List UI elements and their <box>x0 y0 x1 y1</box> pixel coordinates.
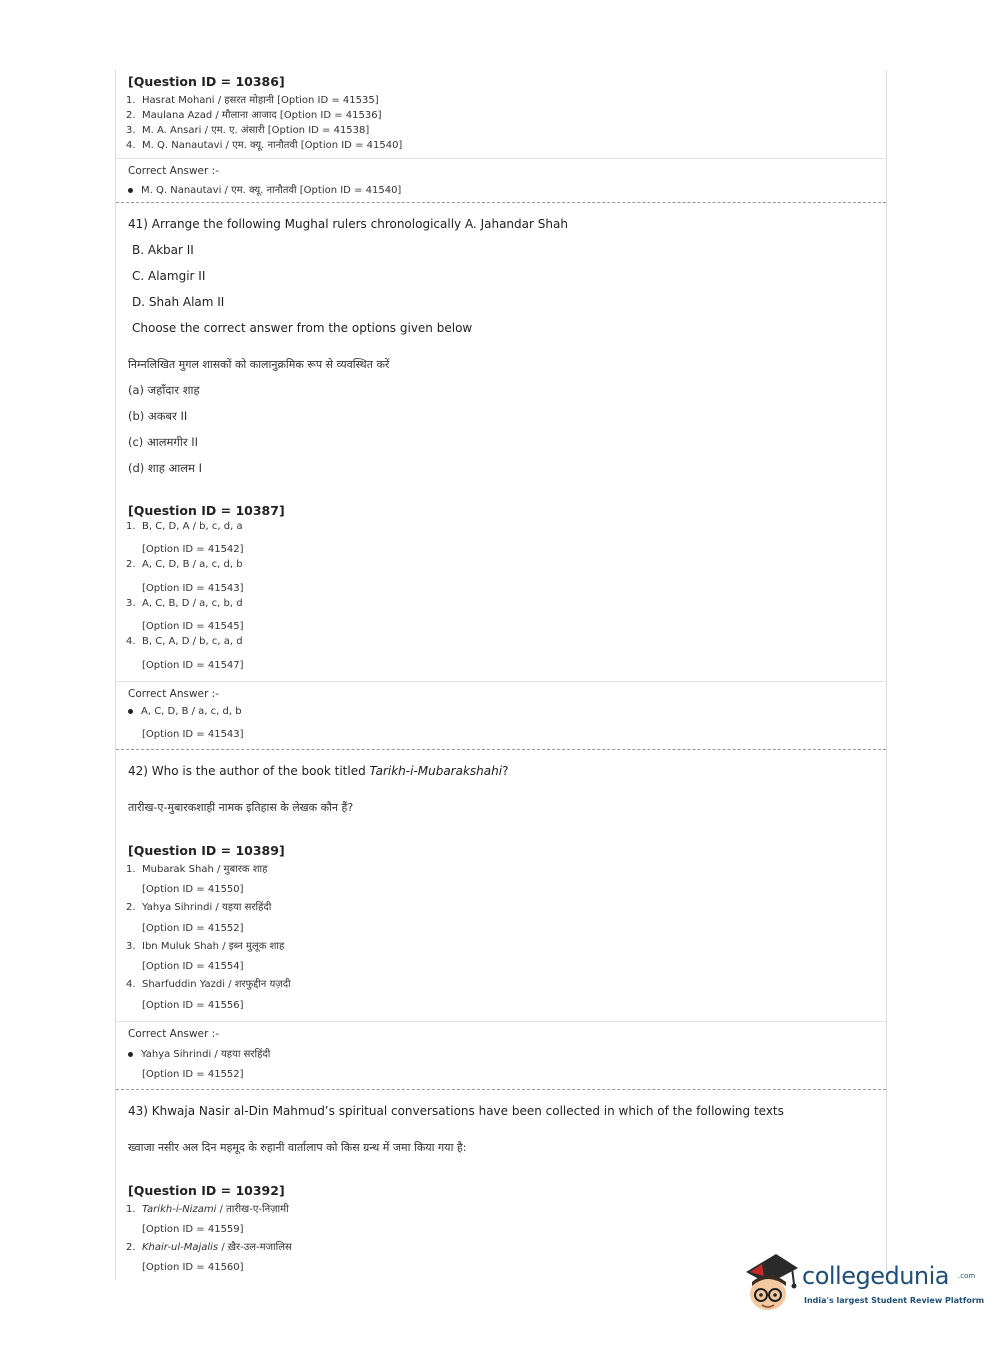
correct-answer-label: Correct Answer :- <box>128 688 219 700</box>
option-id: [Option ID = 41560] <box>142 1262 244 1273</box>
option-id: [Option ID = 41554] <box>142 961 244 972</box>
correct-answer-label: Correct Answer :- <box>128 165 219 177</box>
bullet-icon <box>128 1052 133 1057</box>
divider <box>116 681 886 682</box>
option-id: [Option ID = 41543] <box>142 583 244 594</box>
option-item: 2. Khair-ul-Majalis / ख़ैर-उल-मजालिस <box>126 1242 292 1253</box>
option-item: 1. Tarikh-i-Nizami / तारीख-ए-निज़ामी <box>126 1204 289 1215</box>
option-id: [Option ID = 41559] <box>142 1224 244 1235</box>
option-item: 2. A, C, D, B / a, c, d, b <box>126 559 243 570</box>
hindi-item: (b) अकबर II <box>128 409 188 423</box>
question-hindi: ख्वाजा नसीर अल दिन महमूद के रुहानी वार्तालाप को किस ग्रन्थ में जमा किया गया है: <box>128 1141 467 1154</box>
logo-tagline: India's largest Student Review Platform <box>804 1296 985 1305</box>
option-id: [Option ID = 41550] <box>142 884 244 895</box>
option-item: 2. Maulana Azad / मौलाना आजाद [Option ID = 41536] <box>126 110 382 121</box>
question-id: [Question ID = 10386] <box>128 74 285 89</box>
question-hindi: निम्नलिखित मुगल शासकों को कालानुक्रमिक रूप से व्यवस्थित करें <box>128 358 390 371</box>
option-id: [Option ID = 41542] <box>142 544 244 555</box>
question-item: B. Akbar II <box>132 243 194 257</box>
question-separator <box>116 202 886 203</box>
option-id: [Option ID = 41556] <box>142 1000 244 1011</box>
hindi-item: (c) आलमगीर II <box>128 435 198 449</box>
option-item: 3. Ibn Muluk Shah / इब्न मुलूक शाह <box>126 941 285 952</box>
mascot-icon <box>742 1250 800 1314</box>
question-id: [Question ID = 10392] <box>128 1183 285 1198</box>
question-separator <box>116 749 886 750</box>
option-item: 1. B, C, D, A / b, c, d, a <box>126 521 243 532</box>
collegedunia-logo <box>742 1250 985 1314</box>
correct-answer: Yahya Sihrindi / यहया सरहिंदी <box>128 1046 270 1060</box>
question-separator <box>116 1089 886 1090</box>
option-id: [Option ID = 41552] <box>142 923 244 934</box>
option-item: 4. B, C, A, D / b, c, a, d <box>126 636 243 647</box>
option-id: [Option ID = 41545] <box>142 621 244 632</box>
question-item: C. Alamgir II <box>132 269 206 283</box>
correct-answer-label: Correct Answer :- <box>128 1028 219 1040</box>
divider <box>116 1021 886 1022</box>
question-text: 43) Khwaja Nasir al-Din Mahmud’s spiritual conversations have been collected in which of the following texts <box>128 1104 784 1118</box>
hindi-item: (d) शाह आलम I <box>128 461 202 475</box>
question-item: D. Shah Alam II <box>132 295 225 309</box>
logo-wordmark: collegedunia <box>802 1262 950 1290</box>
option-item: 2. Yahya Sihrindi / यहया सरहिंदी <box>126 902 272 913</box>
option-item: 4. M. Q. Nanautavi / एम. क्यू. नानौतवी [Option ID = 41540] <box>126 140 403 151</box>
divider <box>116 158 886 159</box>
question-hindi: तारीख-ए-मुबारकशाही नामक इतिहास के लेखक कौन हैं? <box>128 801 354 814</box>
option-id: [Option ID = 41552] <box>142 1069 244 1080</box>
question-text: 41) Arrange the following Mughal rulers chronologically A. Jahandar Shah <box>128 217 568 231</box>
option-item: 4. Sharfuddin Yazdi / शरफुद्दीन यज़दी <box>126 979 291 990</box>
exam-page <box>115 70 887 1280</box>
question-id: [Question ID = 10387] <box>128 503 285 518</box>
question-text: 42) Who is the author of the book titled Tarikh-i-Mubarakshahi? <box>128 764 509 778</box>
logo-dotcom: .com <box>958 1272 976 1280</box>
bullet-icon <box>128 709 133 714</box>
correct-answer: M. Q. Nanautavi / एम. क्यू. नानौतवी [Option ID = 41540] <box>128 182 401 196</box>
question-item: Choose the correct answer from the options given below <box>132 321 473 335</box>
question-id: [Question ID = 10389] <box>128 843 285 858</box>
option-item: 1. Hasrat Mohani / हसरत मोहानी [Option ID = 41535] <box>126 95 379 106</box>
option-id: [Option ID = 41543] <box>142 729 244 740</box>
correct-answer: A, C, D, B / a, c, d, b <box>128 706 242 717</box>
option-item: 3. A, C, B, D / a, c, b, d <box>126 598 243 609</box>
option-id: [Option ID = 41547] <box>142 660 244 671</box>
option-item: 3. M. A. Ansari / एम. ए. अंसारी [Option ID = 41538] <box>126 125 370 136</box>
bullet-icon <box>128 188 133 193</box>
option-item: 1. Mubarak Shah / मुबारक शाह <box>126 864 268 875</box>
hindi-item: (a) जहाँदार शाह <box>128 383 200 397</box>
